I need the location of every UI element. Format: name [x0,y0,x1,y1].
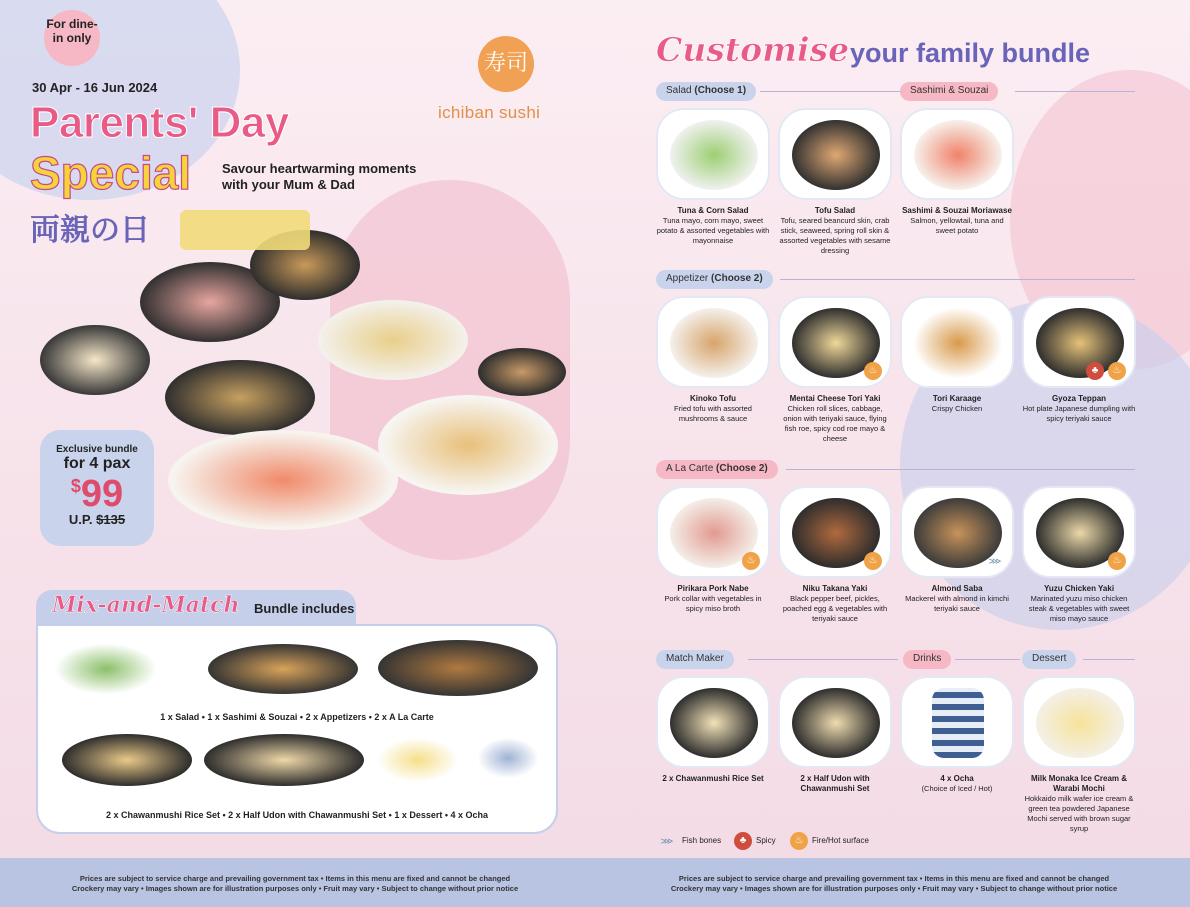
bundle-thumb [62,734,192,786]
section-label: A La Carte [666,463,714,474]
section-choose: (Choose 1) [694,85,747,96]
dish-image [670,120,758,190]
customise-subtitle: your family bundle [850,38,1091,68]
menu-item-card[interactable] [656,108,770,246]
divider [955,659,1020,660]
usual-price: $135 [96,512,126,527]
up-label: U.P. [68,512,93,527]
item-name: Tofu Salad [814,206,856,215]
section-label: Sashimi & Souzai [910,85,989,96]
footer-line: Crockery may vary • Images shown are for illustration purposes only • Fruit may vary • Subject to change without prior notice [71,884,519,893]
menu-item-card[interactable] [778,486,892,624]
item-name: Sashimi & Souzai Moriawase [902,206,1012,215]
item-name: Yuzu Chicken Yaki [1043,584,1115,593]
item-name: 2 x Chawanmushi Rice Set [662,774,764,783]
dish-image [914,308,1002,378]
item-name: 4 x Ocha [940,774,974,783]
legend-label: Spicy [756,836,776,846]
bundle-line-1: 1 x Salad • 1 x Sashimi & Souzai • 2 x Appetizers • 2 x A La Carte [160,712,434,722]
mix-match-subtitle: Bundle includes [254,601,355,616]
footer-note-right [624,874,1164,894]
customise-title: Customise [656,30,850,69]
menu-item-card[interactable] [900,486,1014,614]
divider [760,91,900,92]
footer-bar [0,858,1190,907]
dish-image [1036,688,1124,758]
item-desc: Crispy Chicken [931,404,983,413]
currency-symbol: $ [70,476,81,496]
footer-line: Prices are subject to service charge and prevailing government tax • Items in this menu are fixed and cannot be changed [79,874,511,883]
divider [748,659,898,660]
mix-match-title: Mix-and-Match [52,592,240,618]
promo-title: Parents' Day [30,98,289,147]
menu-item-card[interactable] [778,108,892,256]
section-label: Dessert [1032,653,1067,664]
bundle-thumb [208,644,358,694]
fire-icon: ♨ [742,552,760,570]
divider [780,279,1135,280]
dish-image [792,688,880,758]
item-name: Tuna & Corn Salad [677,206,749,215]
item-desc: Hokkaido milk wafer ice cream & green tea powdered Japanese Mochi served with brown sugar syrup [1024,794,1134,833]
bundle-thumb [478,738,538,778]
legend-label: Fish bones [682,836,722,846]
item-desc: Mackerel with almond in kimchi teriyaki sauce [905,594,1009,613]
item-desc: Pork collar with vegetables in spicy miso broth [664,594,762,613]
bundle-thumb [204,734,364,786]
section-label: Match Maker [666,653,724,664]
mix-match-header [36,590,356,624]
legend-fire [790,832,869,850]
section-appetizer [656,270,773,289]
menu-item-card[interactable] [900,108,1014,236]
menu-item-card[interactable] [778,296,892,444]
menu-item-card[interactable] [1022,296,1136,424]
fire-icon: ♨ [864,552,882,570]
dine-in-badge: For dine-in only [44,10,100,66]
bundle-line-2: 2 x Chawanmushi Rice Set • 2 x Half Udon with Chawanmushi Set • 1 x Dessert • 4 x Ocha [105,810,489,820]
fire-icon: ♨ [790,832,808,850]
legend-label: Fire/Hot surface [812,836,869,846]
legend-spicy [734,832,776,850]
dish-image [932,688,984,758]
promo-title-special: Special [30,147,192,199]
bundle-price: 99 [80,473,124,515]
dish-image [670,308,758,378]
mix-match-box [36,624,558,834]
menu-item-card[interactable] [900,296,1014,414]
exclusive-label: Exclusive bundle [56,444,138,455]
item-desc: Fried tofu with assorted mushrooms & sauce [674,404,752,423]
menu-item-card[interactable] [656,296,770,424]
section-choose: (Choose 2) [711,273,763,284]
menu-item-card[interactable] [656,486,770,614]
section-label: Drinks [913,653,942,664]
fire-icon: ♨ [1108,552,1126,570]
section-salad [656,82,756,101]
section-dessert [1022,650,1076,669]
pax-label: for 4 pax [63,455,131,472]
fire-icon: ♨ [864,362,882,380]
item-desc: Chicken roll slices, cabbage, onion with teriyaki sauce, flying fish roe, spicy cod roe mayo & cheese [783,404,887,443]
promo-tagline: Savour heartwarming moments with your Mum & Dad [222,161,417,192]
divider [1015,91,1135,92]
brand-logo: 寿司 [478,36,534,92]
bundle-thumb [56,644,156,694]
dish-image [914,120,1002,190]
footer-note-left [25,874,565,894]
bundle-thumb [378,738,458,782]
menu-item-card[interactable] [1022,486,1136,624]
item-desc: (Choice of Iced / Hot) [921,784,993,793]
divider [1083,659,1135,660]
footer-line: Crockery may vary • Images shown are for illustration purposes only • Fruit may vary • Subject to change without prior notice [670,884,1118,893]
dish-image [792,120,880,190]
section-matchmaker [656,650,734,669]
legend-fish-bones [656,832,721,850]
fish-bones-icon: ⋙ [660,836,674,846]
section-drinks [903,650,951,669]
item-desc: Hot plate Japanese dumpling with spicy teriyaki sauce [1022,404,1136,423]
spicy-icon: ♣ [734,832,752,850]
item-name: Niku Takana Yaki [802,584,868,593]
divider [786,469,1135,470]
brand-name: ichiban sushi [438,103,541,122]
spicy-icon: ♣ [1086,362,1104,380]
section-label: Appetizer [666,273,709,284]
item-name: Pirikara Pork Nabe [677,584,749,593]
item-desc: Salmon, yellowtail, tuna and sweet potato [910,216,1004,235]
section-choose: (Choose 2) [716,463,768,474]
menu-item-card[interactable] [778,676,892,794]
item-name: 2 x Half Udon with Chawanmushi Set [800,774,870,793]
promo-jp-title: 両親の日 [30,214,150,247]
item-desc: Black pepper beef, pickles, poached egg & vegetables with teriyaki sauce [782,594,888,623]
item-name: Kinoko Tofu [689,394,737,403]
fish-bones-icon: ⋙ [988,556,1002,566]
item-name: Milk Monaka Ice Cream & Warabi Mochi [1030,774,1128,793]
item-desc: Marinated yuzu miso chicken steak & vegetables with sweet miso mayo sauce [1028,594,1130,623]
bundle-price-badge [40,430,154,546]
item-name: Almond Saba [931,584,983,593]
section-label: Salad [666,85,692,96]
item-desc: Tofu, seared beancurd skin, crab stick, seaweed, spring roll skin & assorted vegetables with sesame dressing [779,216,891,255]
footer-line: Prices are subject to service charge and prevailing government tax • Items in this menu are fixed and cannot be changed [678,874,1110,883]
item-name: Mentai Cheese Tori Yaki [789,394,881,403]
item-desc: Tuna mayo, corn mayo, sweet potato & assorted vegetables with mayonnaise [656,216,770,245]
section-sashimi [900,82,998,101]
item-name: Gyoza Teppan [1051,394,1107,403]
fire-icon: ♨ [1108,362,1126,380]
promo-dates: 30 Apr - 16 Jun 2024 [32,80,158,95]
menu-item-card[interactable] [1022,676,1136,834]
item-name: Tori Karaage [932,394,982,403]
section-alacarte [656,460,778,479]
menu-item-card[interactable] [900,676,1014,794]
bundle-thumb [378,640,538,696]
dish-image [670,688,758,758]
menu-item-card[interactable] [656,676,770,784]
